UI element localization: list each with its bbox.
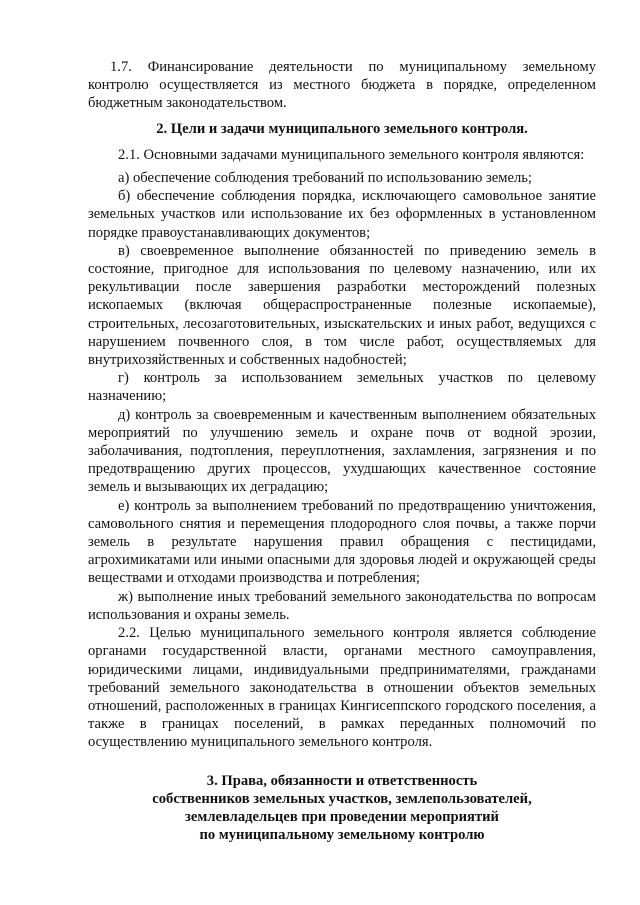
list-item-a: а) обеспечение соблюдения требований по использованию земель; xyxy=(118,170,532,187)
list-item-b: б) обеспечение соблюдения порядка, исключающего самовольное занятие земельных участков или использование их без оформленных в установленном порядке правоустанавливающих документов; xyxy=(88,188,596,241)
list-item-zh: ж) выполнение иных требований земельного законодательства по вопросам использования и охраны земель. xyxy=(88,588,596,623)
section-3-heading-line: землевладельцев при проведении мероприятий xyxy=(185,808,499,825)
section-2-heading: 2. Цели и задачи муниципального земельного контроля. xyxy=(156,120,528,137)
section-3-heading-line: 3. Права, обязанности и ответственность xyxy=(206,772,478,789)
paragraph-1-7: 1.7. Финансирование деятельности по муниципальному земельному контролю осуществляется из местного бюджета в порядке, определенном бюджетным законодательством. xyxy=(88,59,596,112)
section-3-heading xyxy=(88,772,596,845)
section-3-heading-line: собственников земельных участков, землепользователей, xyxy=(152,790,532,807)
paragraph-2-2: 2.2. Целью муниципального земельного контроля является соблюдение органами государственной власти, органами местного самоуправления, юридическими лицами, индивидуальными предпринимателями, гражданами требований земельного законодательства в отношении объектов земельных отношений, расположенных в границах Кингисеппского городского поселения, а также в границах поселений, в рамках переданных полномочий по осуществлению муниципального земельного контроля. xyxy=(88,625,596,751)
list-item-d: д) контроль за своевременным и качественным выполнением обязательных мероприятий по улучшению земель и охране почв от водной эрозии, заболачивания, подтопления, переуплотнения, захламления, загрязнения и по предотвращению других процессов, ухудшающих качественное состояние земель и вызывающих их деградацию; xyxy=(88,406,596,496)
list-item-g: г) контроль за использованием земельных участков по целевому назначению; xyxy=(88,370,596,405)
document-page xyxy=(88,58,596,844)
section-3-heading-line: по муниципальному земельному контролю xyxy=(199,827,485,844)
list-item-v: в) своевременное выполнение обязанностей по приведению земель в состояние, пригодное для использования по целевому назначению, или их рекультивации после завершения разработки месторождений полезных ископаемых (включая общераспространенные полезные ископаемые), строительных, лесозаготовительных, изыскательских и иных работ, ведущихся с нарушением почвенного слоя, в том числе работ, осуществляемых для внутрихозяйственных и собственных надобностей; xyxy=(88,242,596,369)
paragraph-2-1: 2.1. Основными задачами муниципального земельного контроля являются: xyxy=(118,146,585,163)
list-item-e: е) контроль за выполнением требований по предотвращению уничтожения, самовольного снятия и перемещения плодородного слоя почвы, а также порчи земель в результате нарушения правил обращения с пестицидами, агрохимикатами или иными опасными для здоровья людей и окружающей среды веществами и отходами производства и потребления; xyxy=(88,497,596,587)
